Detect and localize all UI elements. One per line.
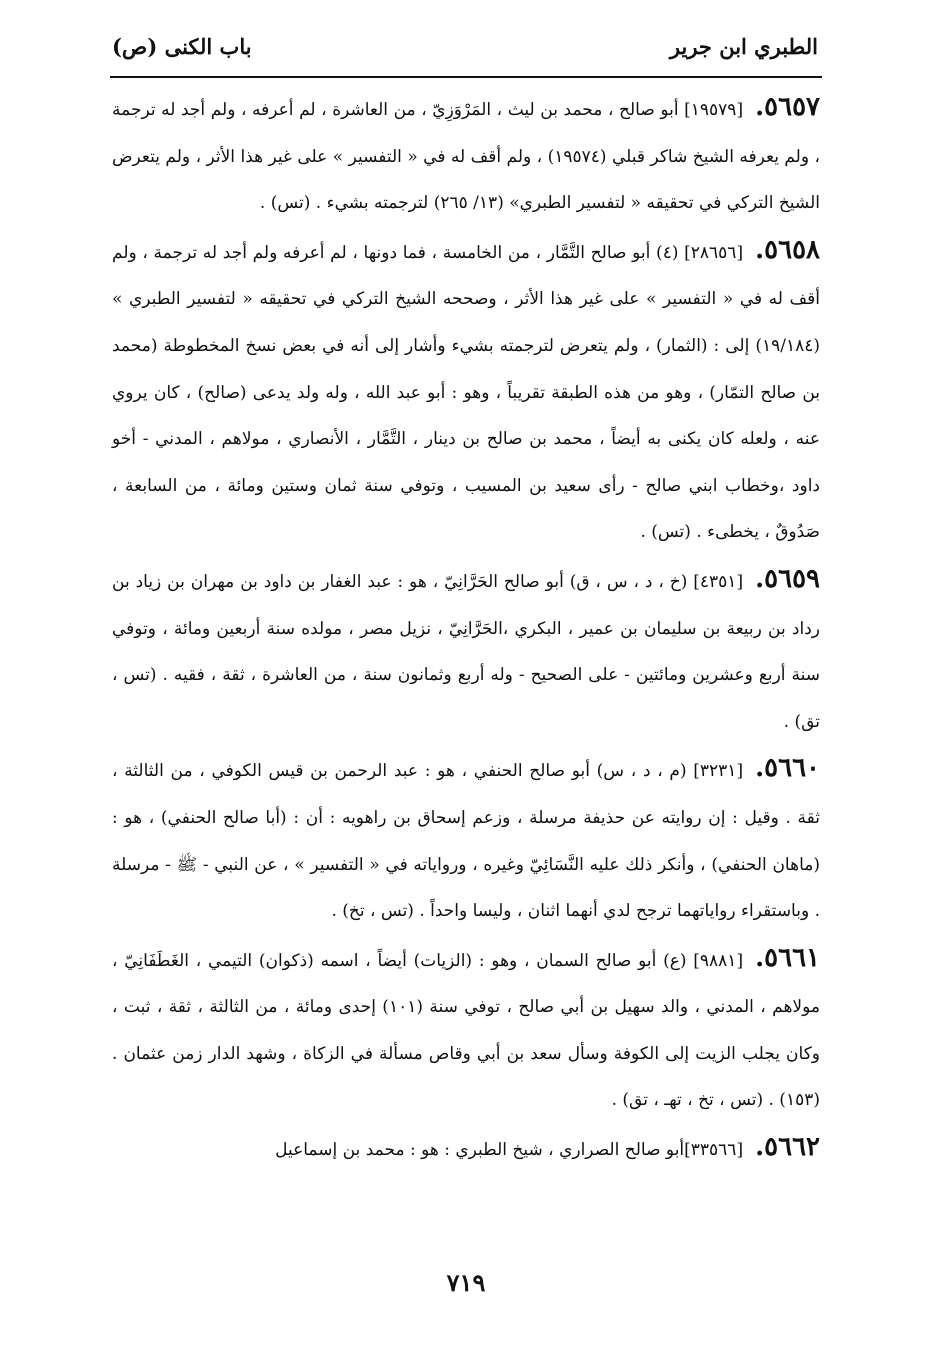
entry-text: [٩٨٨١] (ع) أبو صالح السمان ، وهو : (الزيات) أيضاً ، اسمه (ذكوان) التيمي ، الغَطَفَانِيّ ، مولاهم ، المدني ، والد سهيل بن أبي صالح ، توفي سنة (١٠١) إحدى ومائة ، من الثالثة ، ثقة ، ثبت ، وكان يجلب الزيت إلى الكوفة وسأل سعد بن أبي وقاص مسألة في الزكاة ، وشهد الدار زمن عثمان . (١٥٣) . (تس ، تخ ، تهـ ، تق) . bbox=[112, 950, 821, 1111]
page-header bbox=[112, 34, 818, 74]
header-rule bbox=[110, 76, 822, 78]
entry-number: ٥٦٦١. bbox=[755, 942, 820, 973]
entry-number: ٥٦٥٨. bbox=[755, 234, 820, 265]
entry-5657 bbox=[112, 84, 820, 227]
entry-number: ٥٦٥٧. bbox=[755, 92, 820, 122]
entry-5658 bbox=[112, 227, 820, 556]
entry-5660 bbox=[112, 745, 820, 934]
entry-text: [٤٣٥١] (خ ، د ، س ، ق) أبو صالح الحَرَّانِيّ ، هو : عبد الغفار بن داود بن مهران بن زياد بن رداد بن ربيعة بن سليمان بن عمير ، البكري ،الحَرَّانِيّ ، نزيل مصر ، مولده سنة أربعين ومائة ، وتوفي سنة أربع وعشرين ومائتين - على الصحيح - وله أربع وثمانون سنة ، من العاشرة ، ثقة ، فقيه . (تس ، تق) . bbox=[112, 571, 820, 732]
entry-text: [٣٢٣١] (م ، د ، س) أبو صالح الحنفي ، هو : عبد الرحمن بن قيس الكوفي ، من الثالثة ، ثقة . وقيل : إن روايته عن حذيفة مرسلة ، وزعم إسحاق بن راهويه : أن : (أبا صالح الحنفي) ، هو : (ماهان الحنفي) ، وأنكر ذلك عليه النَّسَائِيّ وغيره ، ورواياته في « التفسير » ، عن النبي - ﷺ - مرسلة . وباستقراء رواياتهما ترجح لدي أنهما اثنان ، وليسا واحداً . (تس ، تخ) . bbox=[112, 761, 820, 922]
entry-number: ٥٦٦٢. bbox=[755, 1132, 820, 1163]
entry-text: [٣٣٥٦٦]أبو صالح الصراري ، شيخ الطبري : هو : محمد بن إسماعيل bbox=[275, 1140, 744, 1161]
section-title: باب الكنى (ص) bbox=[112, 34, 252, 59]
entry-5659 bbox=[112, 556, 820, 745]
page-body bbox=[112, 84, 820, 1174]
entry-5662 bbox=[112, 1124, 820, 1174]
entry-text: [١٩٥٧٩] أبو صالح ، محمد بن ليث ، المَرْوَزِيّ ، من العاشرة ، لم أعرفه ، ولم أجد له ترجمة ، ولم يعرفه الشيخ شاكر قبلي (١٩٥٧٤) ، ولم أقف له في « التفسير » على غير هذا الأثر ، ولم يتعرض الشيخ التركي في تحقيقه « لتفسير الطبري» (١٣/ ٢٦٥) لترجمته بشيء . (تس) . bbox=[112, 100, 821, 214]
page-number: ٧١٩ bbox=[446, 1268, 486, 1297]
entry-text: [٢٨٦٥٦] (٤) أبو صالح التَّمَّار ، من الخامسة ، فما دونها ، لم أعرفه ولم أجد له ترجمة ، ولم أقف له في « التفسير » على غير هذا الأثر ، وصححه الشيخ التركي في تحقيقه « لتفسير الطبري » (١٩/١٨٤) إلى : (الثمار) ، ولم يتعرض لترجمته بشيء وأشار إلى أنه في بعض نسخ المخطوطة (محمد بن صالح التمّار) ، وهو من هذه الطبقة تقريباً ، وهو : أبو عبد الله ، وله ولد يدعى (صالح) ، كان يروي عنه ، ولعله كان يكنى به أيضاً ، محمد بن صالح بن دينار ، التَّمَّار ، الأنصاري ، مولاهم ، المدني - أخو داود ،وخطاب ابني صالح - رأى سعيد بن المسيب ، وتوفي سنة ثمان وستين ومائة ، من السابعة ، صَدُوقٌ ، يخطىء . (تس) . bbox=[112, 242, 820, 543]
entry-number: ٥٦٥٩. bbox=[755, 563, 820, 594]
running-title: الطبري ابن جرير bbox=[669, 34, 818, 59]
entry-number: ٥٦٦٠. bbox=[755, 753, 820, 784]
entry-5661 bbox=[112, 935, 820, 1124]
